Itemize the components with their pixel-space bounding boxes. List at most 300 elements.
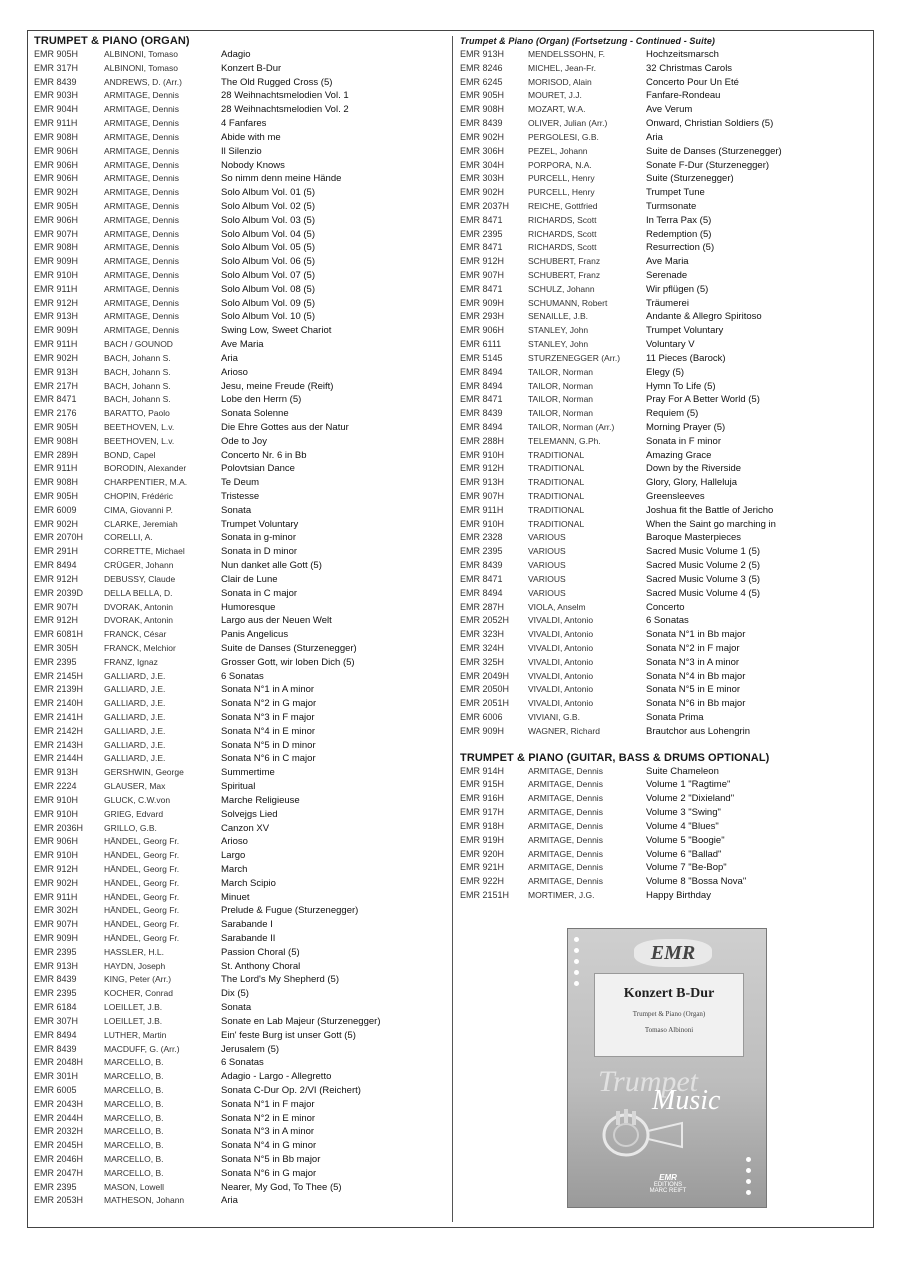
catalog-number: EMR 911H [34, 891, 78, 902]
composer-name: TRADITIONAL [528, 463, 585, 474]
catalog-number: EMR 6184 [34, 1002, 77, 1013]
catalog-entry [34, 117, 448, 131]
catalog-number: EMR 291H [34, 546, 79, 557]
catalog-entry [460, 103, 868, 117]
work-title: Sonata N°2 in G major [221, 698, 317, 710]
work-title: Hochzeitsmarsch [646, 49, 719, 60]
catalog-entry [460, 421, 868, 435]
catalog-number: EMR 913H [460, 49, 505, 59]
catalog-number: EMR 909H [34, 325, 79, 336]
composer-name: HÄNDEL, Georg Fr. [104, 863, 180, 874]
catalog-number: EMR 2048H [34, 1057, 84, 1068]
work-title: Solo Album Vol. 06 (5) [221, 256, 315, 268]
work-title: Resurrection (5) [646, 242, 715, 254]
composer-name: TELEMANN, G.Ph. [528, 435, 601, 446]
work-title: Arioso [221, 836, 248, 848]
right-column [460, 34, 868, 903]
composer-name: KING, Peter (Arr.) [104, 974, 172, 985]
work-title: Amazing Grace [646, 449, 712, 461]
composer-name: GALLIARD, J.E. [104, 698, 166, 709]
catalog-entry [460, 697, 868, 711]
catalog-number: EMR 2143H [34, 739, 84, 750]
composer-name: ARMITAGE, Dennis [528, 862, 603, 873]
work-title: Adagio [221, 49, 251, 60]
composer-name: MARCELLO, B. [104, 1057, 164, 1068]
work-title: Nobody Knows [221, 159, 285, 171]
work-title: Sonata [221, 504, 252, 516]
catalog-number: EMR 903H [34, 90, 79, 101]
catalog-number: EMR 908H [34, 131, 79, 142]
composer-name: ARMITAGE, Dennis [104, 118, 179, 129]
catalog-number: EMR 908H [460, 104, 505, 115]
catalog-entry [34, 960, 448, 974]
work-title: Solo Album Vol. 01 (5) [221, 187, 315, 199]
composer-name: PURCELL, Henry [528, 173, 595, 184]
work-title: Volume 6 "Ballad" [646, 848, 722, 860]
catalog-entry [34, 1112, 448, 1126]
catalog-number: EMR 8439 [34, 1043, 77, 1054]
catalog-entry [34, 462, 448, 476]
composer-name: VIVALDI, Antonio [528, 615, 594, 626]
composer-name: TRADITIONAL [528, 518, 585, 529]
catalog-entry [34, 587, 448, 601]
work-title: Il Silenzio [221, 145, 262, 157]
composer-name: TAILOR, Norman (Arr.) [528, 421, 615, 432]
work-title: Sonata in D minor [221, 546, 298, 558]
work-title: Trumpet Voluntary [221, 518, 299, 530]
composer-name: FRANCK, Melchior [104, 642, 176, 653]
work-title: Sonata N°2 in F major [646, 642, 740, 654]
work-title: St. Anthony Choral [221, 960, 301, 972]
catalog-number: EMR 906H [34, 214, 79, 225]
catalog-entry [460, 725, 868, 739]
catalog-number: EMR 8494 [460, 366, 503, 377]
work-title: Requiem (5) [646, 408, 699, 420]
catalog-number: EMR 909H [460, 297, 505, 308]
catalog-entry [460, 642, 868, 656]
catalog-number: EMR 2395 [34, 946, 77, 957]
work-title: Sonata N°3 in A minor [646, 656, 740, 668]
composer-name: CLARKE, Jeremiah [104, 518, 178, 529]
work-title: Nun danket alle Gott (5) [221, 560, 322, 572]
work-title: Solo Album Vol. 04 (5) [221, 228, 315, 240]
work-title: Konzert B-Dur [221, 62, 282, 74]
work-title: When the Saint go marching in [646, 518, 776, 530]
work-title: Dix (5) [221, 988, 249, 1000]
work-title: Solo Album Vol. 05 (5) [221, 242, 315, 254]
section-heading-trumpet-piano-organ: TRUMPET & PIANO (ORGAN) [34, 35, 190, 47]
catalog-number: EMR 2047H [34, 1167, 84, 1178]
catalog-entry [34, 145, 448, 159]
composer-name: ARMITAGE, Dennis [528, 848, 603, 859]
composer-name: ARMITAGE, Dennis [528, 807, 603, 818]
cover-word-music: Music [652, 1085, 721, 1116]
catalog-entry [460, 435, 868, 449]
cover-title-card [594, 973, 744, 1057]
composer-name: CRÜGER, Johann [104, 560, 174, 571]
catalog-entry [34, 863, 448, 877]
composer-name: RICHARDS, Scott [528, 214, 597, 225]
work-title: Suite de Danses (Sturzenegger) [221, 642, 357, 654]
composer-name: ANDREWS, D. (Arr.) [104, 76, 182, 87]
work-title: Fanfare-Rondeau [646, 90, 721, 102]
catalog-entry [460, 861, 868, 875]
catalog-number: EMR 902H [34, 187, 79, 198]
catalog-entry [34, 407, 448, 421]
catalog-number: EMR 2395 [34, 1181, 77, 1192]
left-column [34, 34, 448, 1208]
catalog-number: EMR 306H [460, 145, 505, 156]
composer-name: TRADITIONAL [528, 449, 585, 460]
work-title: Pray For A Better World (5) [646, 394, 760, 406]
catalog-number: EMR 910H [34, 270, 79, 280]
catalog-entry [460, 89, 868, 103]
composer-name: BOND, Capel [104, 449, 156, 460]
catalog-number: EMR 909H [34, 256, 79, 267]
catalog-number: EMR 8471 [460, 214, 503, 225]
catalog-entry [34, 973, 448, 987]
catalog-number: EMR 2395 [34, 988, 77, 999]
catalog-entry [460, 683, 868, 697]
catalog-number: EMR 902H [34, 518, 79, 529]
catalog-number: EMR 902H [460, 187, 505, 198]
catalog-entry [34, 601, 448, 615]
catalog-entry [34, 904, 448, 918]
composer-name: PURCELL, Henry [528, 187, 595, 198]
catalog-number: EMR 912H [34, 615, 79, 626]
work-title: Sonata N°4 in Bb major [646, 670, 746, 682]
catalog-number: EMR 905H [34, 491, 79, 501]
catalog-entry [34, 711, 448, 725]
work-title: Passion Choral (5) [221, 946, 300, 958]
catalog-number: EMR 8494 [460, 421, 503, 432]
catalog-number: EMR 907H [34, 601, 79, 612]
work-title: 28 Weihnachtsmelodien Vol. 1 [221, 90, 349, 102]
composer-name: ARMITAGE, Dennis [104, 283, 179, 294]
work-title: Sonata [221, 1002, 252, 1014]
work-title: Nearer, My God, To Thee (5) [221, 1181, 342, 1193]
catalog-number: EMR 2176 [34, 408, 77, 419]
catalog-entry [460, 131, 868, 145]
composer-name: HÄNDEL, Georg Fr. [104, 877, 180, 888]
catalog-number: EMR 8494 [460, 587, 503, 598]
catalog-entry [34, 393, 448, 407]
composer-name: SCHUMANN, Robert [528, 297, 608, 308]
catalog-entry [34, 1043, 448, 1057]
catalog-number: EMR 323H [460, 629, 505, 640]
catalog-number: EMR 2139H [34, 684, 84, 695]
catalog-entry [460, 338, 868, 352]
work-title: Andante & Allegro Spiritoso [646, 311, 762, 323]
catalog-number: EMR 325H [460, 656, 505, 667]
work-title: 6 Sonatas [221, 670, 264, 682]
catalog-entry [460, 117, 868, 131]
work-title: Brautchor aus Lohengrin [646, 725, 751, 737]
catalog-entry [34, 103, 448, 117]
catalog-entry [460, 283, 868, 297]
catalog-entry [460, 792, 868, 806]
catalog-number: EMR 915H [460, 779, 505, 790]
catalog-entry [460, 76, 868, 90]
catalog-number: EMR 8494 [34, 560, 77, 571]
catalog-entry [460, 407, 868, 421]
work-title: Minuet [221, 891, 250, 903]
composer-name: GLAUSER, Max [104, 781, 166, 792]
composer-name: GALLIARD, J.E. [104, 753, 166, 764]
work-title: Grosser Gott, wir loben Dich (5) [221, 656, 355, 668]
catalog-number: EMR 2050H [460, 684, 510, 695]
work-title: Concerto [646, 601, 685, 613]
work-title: Solo Album Vol. 10 (5) [221, 311, 315, 323]
catalog-number: EMR 2145H [34, 670, 84, 681]
catalog-entry [34, 380, 448, 394]
composer-name: VARIOUS [528, 532, 566, 543]
composer-name: LOEILLET, J.B. [104, 1015, 163, 1026]
catalog-entry [460, 889, 868, 903]
composer-name: ARMITAGE, Dennis [528, 876, 603, 887]
catalog-entry [34, 297, 448, 311]
catalog-number: EMR 2044H [34, 1112, 84, 1123]
work-title: Volume 5 "Boogie" [646, 834, 725, 846]
composer-name: VARIOUS [528, 546, 566, 557]
composer-name: ARMITAGE, Dennis [104, 228, 179, 239]
composer-name: MARCELLO, B. [104, 1167, 164, 1178]
work-title: March [221, 863, 248, 875]
catalog-entry [460, 159, 868, 173]
catalog-number: EMR 909H [34, 933, 79, 943]
composer-name: SCHUBERT, Franz [528, 270, 601, 280]
catalog-entry [34, 504, 448, 518]
work-title: Volume 3 "Swing" [646, 807, 721, 819]
composer-name: MARCELLO, B. [104, 1112, 164, 1123]
catalog-number: EMR 288H [460, 435, 505, 446]
work-title: The Lord's My Shepherd (5) [221, 974, 339, 986]
composer-name: CIMA, Giovanni P. [104, 504, 173, 515]
catalog-entry [460, 310, 868, 324]
catalog-number: EMR 912H [34, 863, 79, 874]
catalog-number: EMR 902H [34, 352, 79, 363]
work-title: 11 Pieces (Barock) [646, 352, 726, 364]
work-title: Wir pflügen (5) [646, 283, 709, 295]
composer-name: DELLA BELLA, D. [104, 587, 173, 598]
composer-name: VIVALDI, Antonio [528, 642, 594, 653]
work-title: Marche Religieuse [221, 794, 300, 806]
work-title: Serenade [646, 270, 688, 281]
composer-name: RICHARDS, Scott [528, 228, 597, 239]
catalog-entry [460, 820, 868, 834]
composer-name: VIVALDI, Antonio [528, 656, 594, 667]
work-title: Happy Birthday [646, 889, 711, 901]
work-title: Arioso [221, 366, 248, 378]
work-title: Panis Angelicus [221, 629, 289, 641]
catalog-number: EMR 911H [34, 283, 78, 294]
work-title: 32 Christmas Carols [646, 62, 733, 74]
work-title: Summertime [221, 767, 275, 779]
composer-name: TRADITIONAL [528, 477, 585, 488]
catalog-entry [34, 1181, 448, 1195]
composer-name: HASSLER, H.L. [104, 946, 164, 957]
work-title: Aria [646, 131, 663, 143]
catalog-number: EMR 6081H [34, 629, 84, 640]
composer-name: ARMITAGE, Dennis [104, 187, 179, 198]
catalog-number: EMR 302H [34, 905, 79, 916]
catalog-number: EMR 6245 [460, 76, 503, 87]
composer-name: MARCELLO, B. [104, 1084, 164, 1095]
catalog-entry [34, 752, 448, 766]
catalog-number: EMR 905H [34, 421, 79, 432]
composer-name: ARMITAGE, Dennis [104, 145, 179, 156]
catalog-number: EMR 304H [460, 159, 505, 170]
catalog-number: EMR 913H [34, 960, 79, 971]
catalog-number: EMR 913H [34, 366, 79, 377]
catalog-number: EMR 905H [34, 49, 79, 59]
composer-name: VIVALDI, Antonio [528, 698, 594, 709]
catalog-number: EMR 287H [460, 601, 505, 612]
catalog-entry [460, 518, 868, 532]
catalog-entry [34, 476, 448, 490]
catalog-number: EMR 2395 [460, 228, 503, 239]
catalog-entry [34, 62, 448, 76]
cover-subtitle: Trumpet & Piano (Organ) [632, 1010, 706, 1018]
composer-name: HÄNDEL, Georg Fr. [104, 891, 180, 902]
composer-name: HÄNDEL, Georg Fr. [104, 919, 180, 930]
catalog-number: EMR 2053H [34, 1195, 84, 1206]
work-title: Elegy (5) [646, 366, 685, 378]
composer-name: BORODIN, Alexander [104, 463, 187, 474]
catalog-number: EMR 913H [460, 477, 505, 488]
catalog-entry [460, 172, 868, 186]
composer-name: ARMITAGE, Dennis [104, 270, 179, 280]
work-title: Solo Album Vol. 03 (5) [221, 214, 315, 226]
catalog-entry [34, 76, 448, 90]
catalog-entry [460, 614, 868, 628]
composer-name: MENDELSSOHN, F. [528, 49, 605, 59]
catalog-entry [34, 697, 448, 711]
composer-name: MARCELLO, B. [104, 1098, 164, 1109]
composer-name: LUTHER, Martin [104, 1029, 167, 1040]
work-title: March Scipio [221, 877, 276, 889]
catalog-entry [34, 670, 448, 684]
catalog-number: EMR 912H [34, 573, 79, 584]
composer-name: MORISOD, Alain [528, 76, 592, 87]
catalog-number: EMR 910H [34, 808, 79, 819]
catalog-number: EMR 2395 [460, 546, 503, 557]
catalog-entry [460, 200, 868, 214]
work-title: Largo aus der Neuen Welt [221, 615, 332, 627]
emr-logo: EMR [634, 939, 712, 967]
work-title: Adagio - Largo - Allegretto [221, 1071, 332, 1083]
catalog-entry [34, 614, 448, 628]
work-title: Baroque Masterpieces [646, 532, 742, 544]
composer-name: ARMITAGE, Dennis [104, 131, 179, 142]
work-title: Sonata N°5 in Bb major [221, 1154, 321, 1165]
composer-name: MOURET, J.J. [528, 90, 582, 101]
catalog-number: EMR 913H [34, 767, 79, 778]
work-title: Swing Low, Sweet Chariot [221, 325, 332, 337]
catalog-number: EMR 317H [34, 62, 79, 73]
catalog-number: EMR 2052H [460, 615, 510, 626]
catalog-number: EMR 2141H [34, 712, 84, 722]
catalog-number: EMR 2037H [460, 200, 510, 211]
catalog-entry [460, 449, 868, 463]
catalog-entry [34, 987, 448, 1001]
catalog-entry [34, 449, 448, 463]
cover-composer: Tomaso Albinoni [644, 1026, 694, 1034]
composer-name: ARMITAGE, Dennis [104, 325, 179, 336]
catalog-entry [460, 214, 868, 228]
work-title: 4 Fanfares [221, 118, 267, 130]
work-title: Sonata N°5 in D minor [221, 739, 316, 751]
catalog-entry [34, 1029, 448, 1043]
work-title: Canzon XV [221, 822, 270, 834]
work-title: Solo Album Vol. 02 (5) [221, 200, 315, 212]
catalog-number: EMR 8471 [34, 394, 77, 405]
catalog-entry [34, 545, 448, 559]
composer-name: OLIVER, Julian (Arr.) [528, 118, 608, 129]
composer-name: FRANCK, César [104, 629, 167, 640]
catalog-entry [460, 670, 868, 684]
catalog-entry [34, 1070, 448, 1084]
catalog-entry [34, 228, 448, 242]
catalog-entry [34, 1015, 448, 1029]
catalog-number: EMR 2032H [34, 1126, 84, 1137]
composer-name: BACH, Johann S. [104, 380, 171, 391]
composer-name: MASON, Lowell [104, 1181, 164, 1192]
composer-name: VARIOUS [528, 573, 566, 584]
catalog-number: EMR 8439 [34, 76, 77, 87]
composer-name: BEETHOVEN, L.v. [104, 435, 175, 446]
work-title: Largo [221, 850, 246, 862]
catalog-number: EMR 2036H [34, 822, 84, 833]
work-title: Sonata N°4 in E minor [221, 725, 316, 737]
composer-name: ARMITAGE, Dennis [528, 793, 603, 804]
catalog-number: EMR 2142H [34, 725, 84, 736]
catalog-entry [34, 1125, 448, 1139]
work-title: Onward, Christian Soldiers (5) [646, 118, 774, 130]
work-title: Suite (Sturzenegger) [646, 173, 734, 185]
catalog-number: EMR 8471 [460, 394, 503, 405]
composer-name: PORPORA, N.A. [528, 159, 592, 170]
trumpet-illustration-icon [596, 1105, 686, 1165]
catalog-number: EMR 907H [34, 228, 79, 239]
catalog-entry [34, 366, 448, 380]
catalog-number: EMR 912H [460, 463, 505, 474]
catalog-number: EMR 906H [34, 173, 79, 184]
work-title: Träumerei [646, 297, 689, 309]
catalog-entry [34, 255, 448, 269]
catalog-entry [460, 573, 868, 587]
composer-name: SENAILLE, J.B. [528, 311, 588, 322]
cover-dots-bottom [746, 1157, 752, 1201]
work-title: Sonata N°6 in Bb major [646, 698, 746, 710]
work-title: Sonata Solenne [221, 408, 289, 420]
catalog-entry [460, 834, 868, 848]
work-title: Te Deum [221, 477, 260, 489]
work-title: Redemption (5) [646, 228, 712, 240]
work-title: Voluntary V [646, 339, 695, 351]
composer-name: ARMITAGE, Dennis [104, 256, 179, 267]
catalog-number: EMR 5145 [460, 352, 503, 363]
work-title: Sacred Music Volume 4 (5) [646, 587, 761, 599]
cover-word-trumpet: Trumpet [598, 1065, 699, 1098]
catalog-number: EMR 905H [34, 200, 79, 211]
composer-name: MATHESON, Johann [104, 1195, 185, 1206]
catalog-entry [460, 62, 868, 76]
catalog-number: EMR 917H [460, 807, 505, 818]
catalog-entry [34, 725, 448, 739]
catalog-entry [34, 1001, 448, 1015]
work-title: Concerto Nr. 6 in Bb [221, 449, 307, 461]
